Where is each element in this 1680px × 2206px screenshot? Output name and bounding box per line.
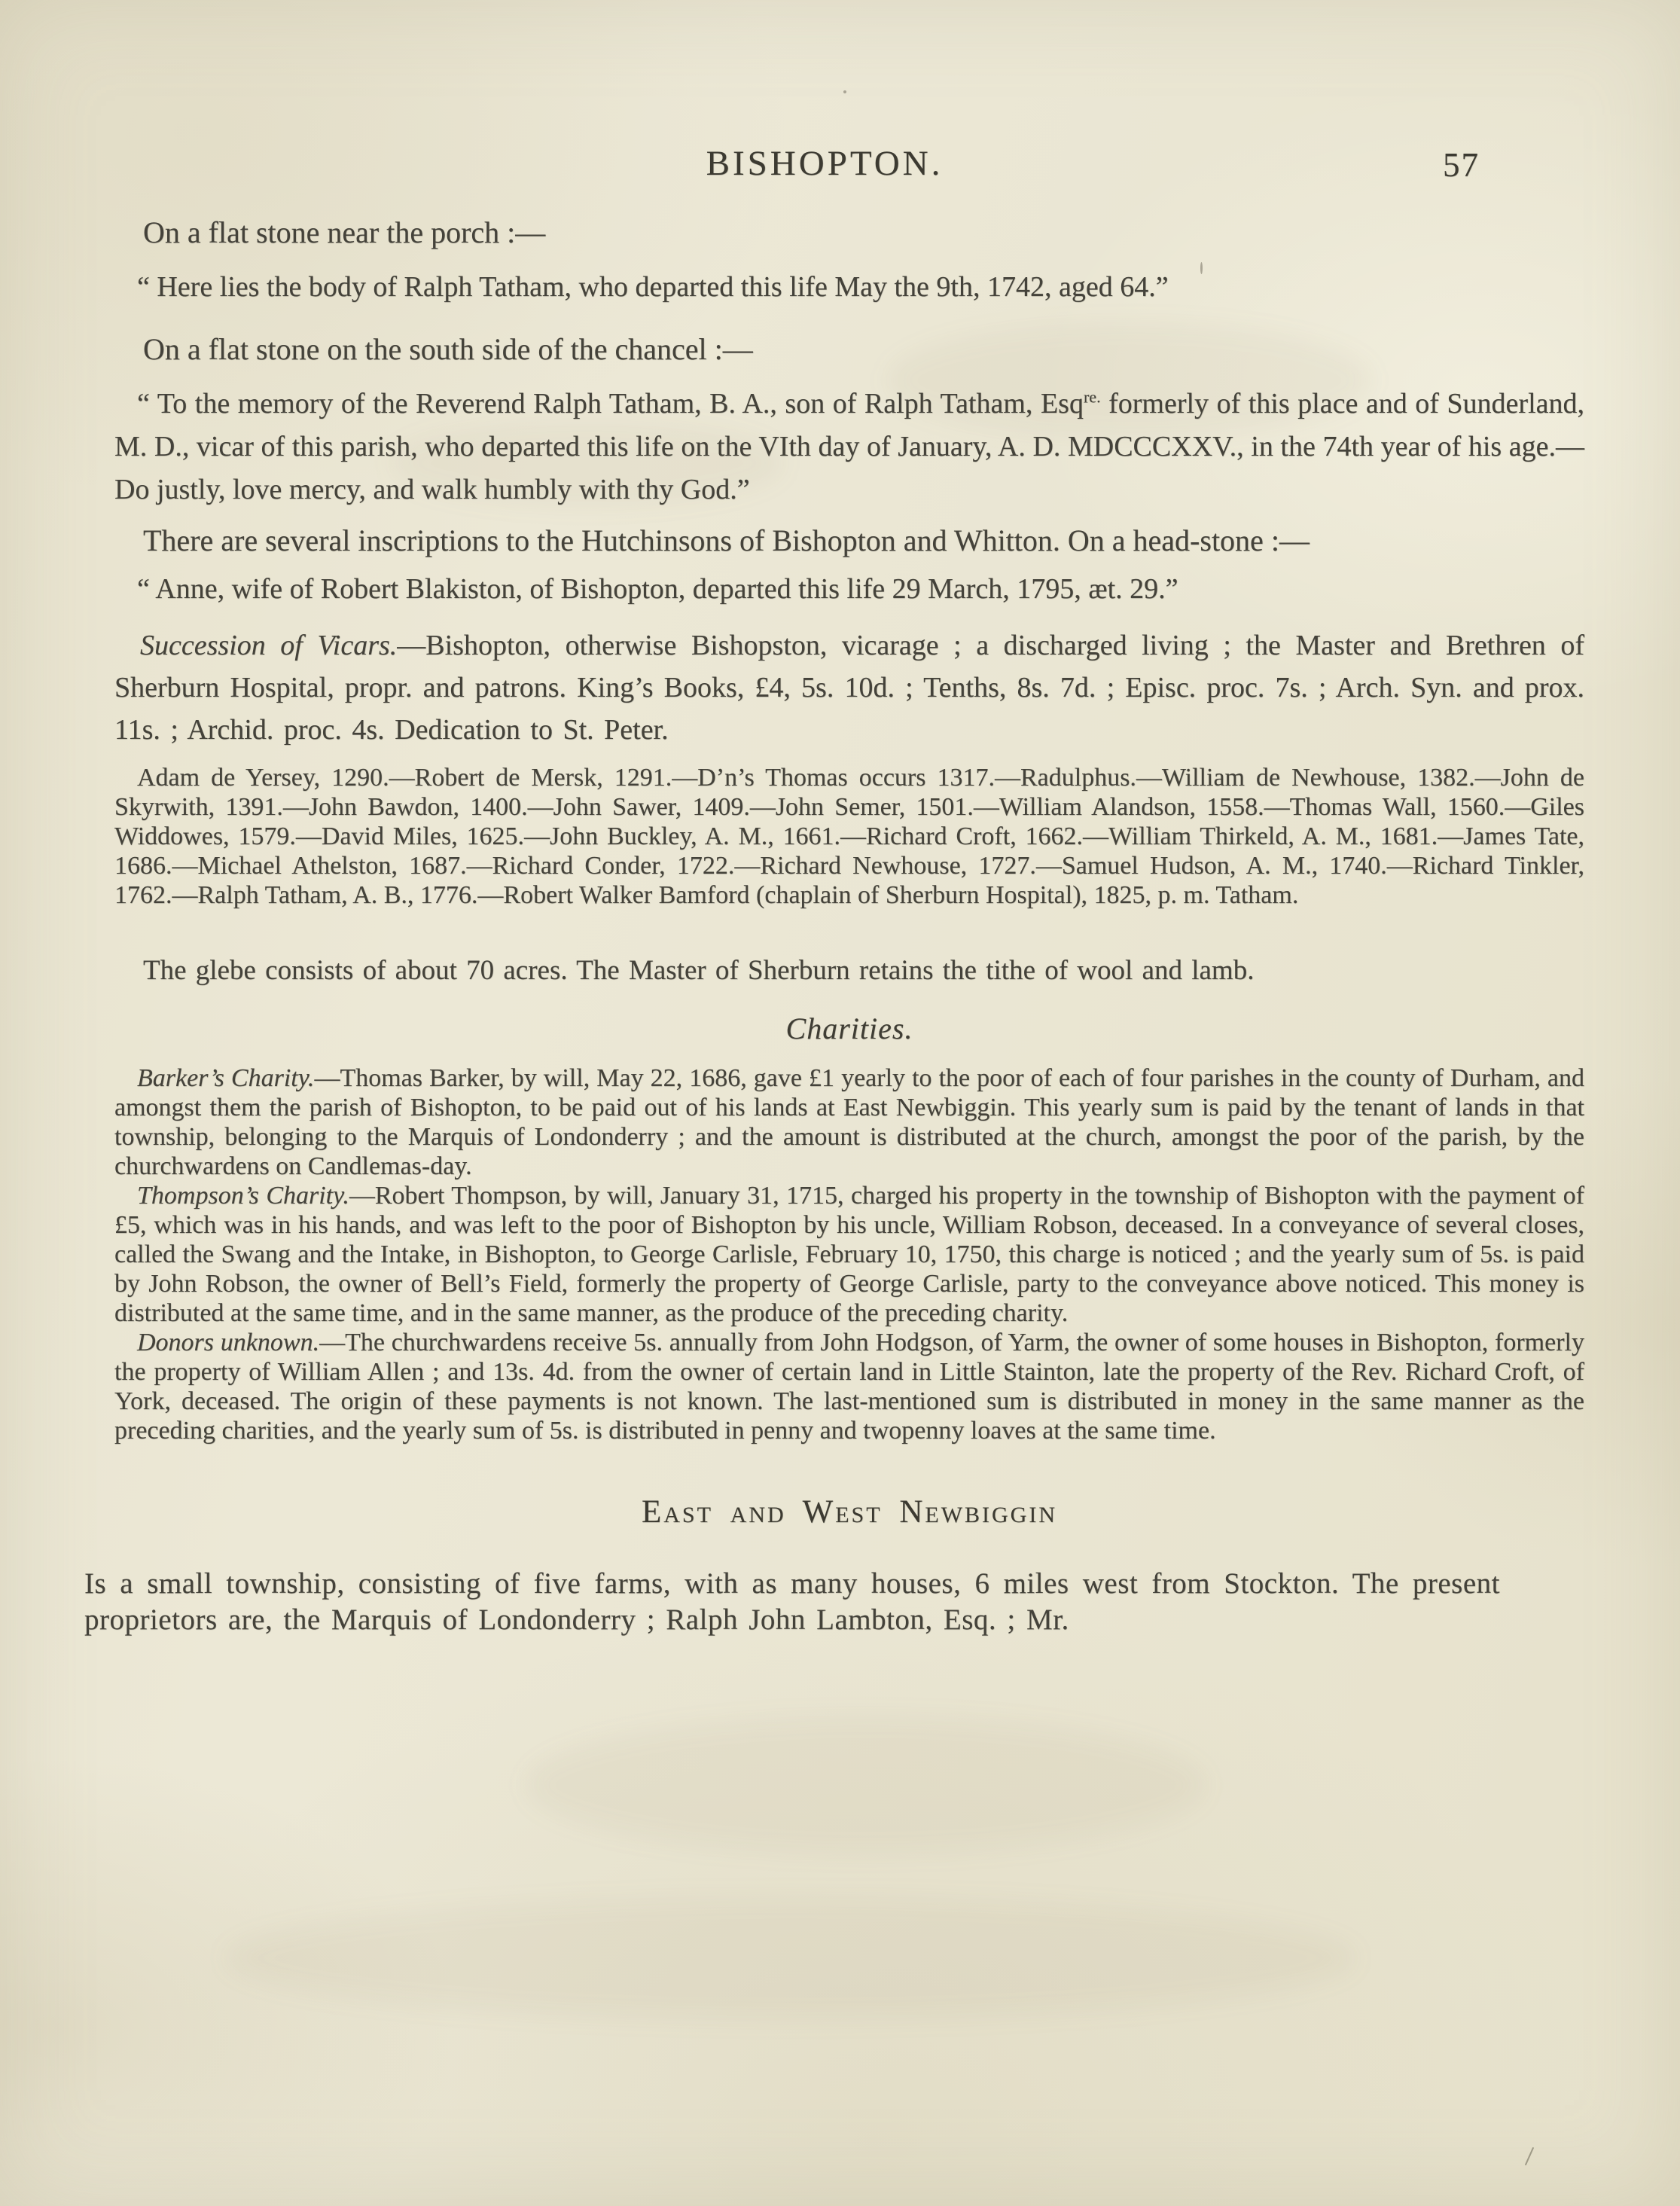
porch-inscription-intro: On a flat stone near the porch :— <box>143 215 546 249</box>
chancel-inscription-quote <box>114 383 1584 511</box>
ink-speck <box>843 90 846 93</box>
thompsons-charity-paragraph <box>114 1181 1584 1328</box>
newbiggin-township-paragraph: Is a small township, consisting of five farms, with as many houses, 6 miles west from Stockton. The present proprietors are, the Marquis of Londonderry ; Ralph John Lambton, Esq. ; Mr. <box>84 1567 1500 1636</box>
stray-mark <box>1525 2147 1534 2166</box>
hutchinson-inscriptions-note: There are several inscriptions to the Hutchinsons of Bishopton and Whitton. On a head-stone :— <box>143 523 1310 557</box>
succession-text: —Bishopton, otherwise Bishopston, vicarage ; a discharged living ; the Master and Brethren of Sherburn Hospital, propr. and patrons. King’s Books, £4, 5s. 10d. ; Tenths, 8s. 7d. ; Episc. proc. 7s. ; Arch. Syn. and prox. 11s. ; Archid. proc. 4s. Dedication to St. Peter. <box>114 630 1585 746</box>
donors-unknown-lead: Donors unknown. <box>137 1329 320 1356</box>
donors-unknown-paragraph <box>114 1328 1584 1445</box>
chancel-quote-text-cont: formerly of this place and of Sunderland, M. D., vicar of this parish, who departed this life on the VIth day of January, A. D. MDCCCXXV., in the 74th year of his age.—Do justly, love mercy, and walk humbly with thy God.” <box>114 388 1584 505</box>
barkers-charity-lead: Barker’s Charity. <box>137 1064 315 1092</box>
porch-inscription-quote: “ Here lies the body of Ralph Tatham, who departed this life May the 9th, 1742, aged 64.” <box>137 271 1169 303</box>
chancel-quote-text: “ To the memory of the Reverend Ralph Tatham, B. A., son of Ralph Tatham, Esq <box>137 388 1084 420</box>
glebe-paragraph: The glebe consists of about 70 acres. The Master of Sherburn retains the tithe of wool and lamb. <box>143 955 1255 986</box>
thompsons-charity-text: —Robert Thompson, by will, January 31, 1715, charged his property in the township of Bishopton with the payment of £5, which was in his hands, and was left to the poor of Bishopton by his uncle, William Robson, deceased. In a conveyance of several closes, called the Swang and the Intake, in Bishopton, to George Carlisle, February 10, 1750, this charge is noticed ; and the yearly sum of 5s. is paid by John Robson, the owner of Bell’s Field, formerly the property of George Carlisle, party to the conveyance above noticed. This money is distributed at the same time, and in the same manner, as the produce of the preceding charity. <box>114 1182 1584 1327</box>
vicars-list: Adam de Yersey, 1290.—Robert de Mersk, 1291.—D’n’s Thomas occurs 1317.—Radulphus.—William de Newhouse, 1382.—John de Skyrwith, 1391.—John Bawdon, 1400.—John Sawer, 1409.—John Semer, 1501.—William Alandson, 1558.—Thomas Wall, 1560.—Giles Widdowes, 1579.—David Miles, 1625.—John Buckley, A. M., 1661.—Richard Croft, 1662.—William Thirkeld, A. M., 1681.—James Tate, 1686.—Michael Athelston, 1687.—Richard Conder, 1722.—Richard Newhouse, 1727.—Samuel Hudson, A. M., 1740.—Richard Tinkler, 1762.—Ralph Tatham, A. B., 1776.—Robert Walker Bamford (chaplain of Sherburn Hospital), 1825, p. m. Tatham. <box>114 764 1584 909</box>
page-title: BISHOPTON. <box>706 144 944 183</box>
newbiggin-section-heading: East and West Newbiggin <box>641 1494 1057 1530</box>
headstone-inscription-quote: “ Anne, wife of Robert Blakiston, of Bishopton, departed this life 29 March, 1795, æt. 29.” <box>137 573 1178 605</box>
donors-unknown-text: —The churchwardens receive 5s. annually from John Hodgson, of Yarm, the owner of some houses in Bishopton, formerly the property of William Allen ; and 13s. 4d. from the owner of certain land in Little Stainton, late the property of the Rev. Richard Croft, of York, deceased. The origin of these payments is not known. The last-mentioned sum is distributed in money in the same manner as the preceding charities, and the yearly sum of 5s. is distributed in penny and twopenny loaves at the same time. <box>114 1329 1584 1445</box>
charities-section-heading: Charities. <box>785 1011 913 1045</box>
chancel-inscription-intro: On a flat stone on the south side of the chancel :— <box>143 332 753 366</box>
esquire-superscript: re. <box>1083 387 1101 407</box>
barkers-charity-text: —Thomas Barker, by will, May 22, 1686, gave £1 yearly to the poor of each of four parishes in the county of Durham, and amongst them the parish of Bishopton, to be paid out of his lands at East Newbiggin. This yearly sum is paid by the tenant of lands in that township, belonging to the Marquis of Londonderry ; and the amount is distributed at the church, amongst the poor of the parish, by the churchwardens on Candlemas-day. <box>114 1064 1584 1180</box>
barkers-charity-paragraph <box>114 1063 1584 1181</box>
show-through-smudge <box>226 1898 1355 2018</box>
succession-of-vicars-paragraph <box>114 624 1584 751</box>
thompsons-charity-lead: Thompson’s Charity. <box>137 1182 349 1210</box>
show-through-smudge <box>527 1717 1205 1853</box>
page-number: 57 <box>1443 146 1480 184</box>
succession-heading-lead: Succession of Vicars. <box>140 630 398 661</box>
text-column <box>84 211 1585 1638</box>
